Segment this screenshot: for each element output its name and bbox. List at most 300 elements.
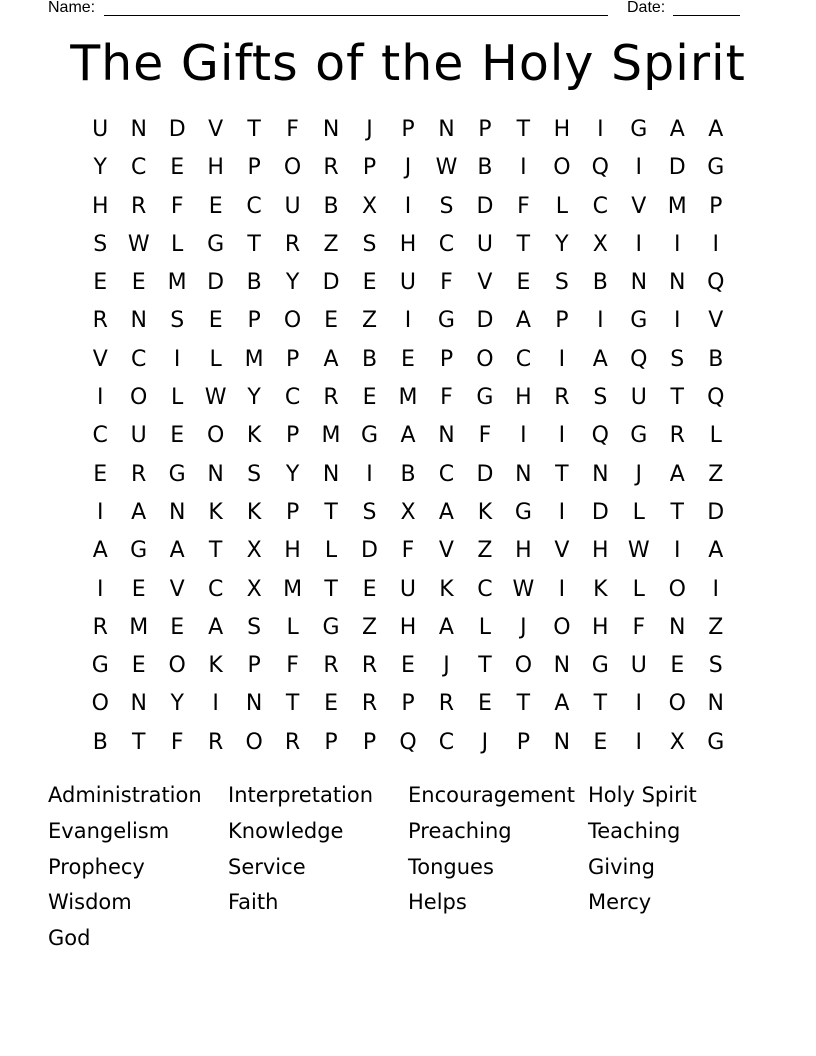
grid-cell[interactable]: U bbox=[399, 270, 417, 296]
word-bank-item: Knowledge bbox=[228, 818, 344, 843]
grid-cell[interactable]: G bbox=[207, 231, 225, 257]
grid-cell[interactable]: L bbox=[324, 538, 338, 564]
grid-cell[interactable]: A bbox=[92, 538, 108, 564]
grid-cell[interactable]: K bbox=[477, 499, 493, 525]
grid-cell[interactable]: G bbox=[168, 461, 186, 487]
grid-cell[interactable]: M bbox=[398, 385, 418, 411]
grid-cell[interactable]: U bbox=[399, 576, 417, 602]
grid-cell[interactable]: Y bbox=[93, 155, 107, 181]
grid-cell[interactable]: D bbox=[668, 155, 686, 181]
grid-cell[interactable]: H bbox=[553, 117, 571, 142]
grid-cell[interactable]: F bbox=[170, 729, 184, 755]
grid-cell[interactable]: E bbox=[208, 193, 223, 219]
grid-cell[interactable]: I bbox=[212, 691, 219, 717]
grid-cell[interactable]: H bbox=[399, 614, 417, 640]
grid-cell[interactable]: R bbox=[284, 729, 301, 755]
grid-cell[interactable]: P bbox=[555, 308, 569, 334]
grid-cell[interactable]: P bbox=[285, 423, 300, 449]
grid-cell[interactable]: S bbox=[554, 270, 569, 296]
grid-cell[interactable]: O bbox=[245, 729, 263, 755]
grid-cell[interactable]: D bbox=[361, 538, 378, 564]
grid-cell[interactable]: U bbox=[92, 117, 109, 142]
grid-cell[interactable]: D bbox=[168, 117, 186, 142]
grid-cell[interactable]: B bbox=[477, 155, 493, 181]
grid-cell[interactable]: L bbox=[171, 385, 184, 411]
grid-cell[interactable]: R bbox=[669, 423, 685, 449]
grid-cell[interactable]: I bbox=[520, 155, 527, 181]
grid-cell[interactable]: G bbox=[91, 653, 109, 679]
grid-cell[interactable]: P bbox=[247, 653, 261, 679]
grid-cell[interactable]: I bbox=[558, 576, 566, 602]
grid-cell[interactable]: B bbox=[708, 346, 724, 372]
grid-cell[interactable]: E bbox=[324, 308, 338, 334]
grid-cell[interactable]: C bbox=[246, 193, 262, 219]
grid-cell[interactable]: S bbox=[247, 461, 262, 487]
grid-cell[interactable]: N bbox=[130, 308, 147, 334]
grid-cell[interactable]: R bbox=[284, 231, 301, 257]
grid-cell[interactable]: L bbox=[478, 614, 492, 640]
grid-cell[interactable]: K bbox=[246, 499, 262, 525]
grid-cell[interactable]: N bbox=[322, 117, 340, 142]
grid-cell[interactable]: I bbox=[366, 461, 373, 487]
grid-cell[interactable]: C bbox=[438, 461, 455, 487]
grid-cell[interactable]: R bbox=[131, 193, 147, 219]
grid-cell[interactable]: V bbox=[438, 538, 454, 564]
grid-cell[interactable]: A bbox=[169, 538, 185, 564]
grid-cell[interactable]: W bbox=[627, 538, 650, 564]
grid-cell[interactable]: B bbox=[592, 270, 608, 296]
grid-cell[interactable]: K bbox=[439, 576, 454, 602]
grid-cell[interactable]: A bbox=[708, 117, 724, 142]
grid-cell[interactable]: N bbox=[707, 691, 724, 717]
grid-cell[interactable]: X bbox=[592, 231, 608, 257]
grid-cell[interactable]: S bbox=[362, 231, 377, 257]
grid-cell[interactable]: N bbox=[553, 729, 571, 755]
grid-cell[interactable]: S bbox=[670, 346, 685, 372]
grid-cell[interactable]: N bbox=[669, 270, 686, 296]
grid-cell[interactable]: O bbox=[514, 653, 533, 679]
grid-cell[interactable]: H bbox=[592, 614, 609, 640]
grid-cell[interactable]: P bbox=[362, 729, 377, 755]
grid-cell[interactable]: C bbox=[131, 346, 147, 372]
grid-cell[interactable]: L bbox=[555, 193, 568, 219]
grid-cell[interactable]: T bbox=[324, 499, 338, 525]
grid-cell[interactable]: M bbox=[167, 270, 187, 296]
grid-cell[interactable]: Q bbox=[399, 729, 417, 755]
grid-cell[interactable]: G bbox=[514, 499, 532, 525]
grid-cell[interactable]: I bbox=[404, 193, 412, 219]
grid-cell[interactable]: J bbox=[404, 155, 412, 181]
grid-cell[interactable]: V bbox=[169, 576, 185, 602]
grid-cell[interactable]: E bbox=[362, 385, 377, 411]
grid-cell[interactable]: R bbox=[438, 691, 455, 717]
grid-cell[interactable]: G bbox=[322, 614, 340, 640]
grid-cell[interactable]: V bbox=[208, 117, 224, 142]
grid-cell[interactable]: I bbox=[173, 346, 181, 372]
grid-cell[interactable]: E bbox=[170, 614, 185, 640]
grid-cell[interactable]: C bbox=[284, 385, 301, 411]
grid-cell[interactable]: T bbox=[131, 729, 146, 755]
grid-cell[interactable]: T bbox=[208, 538, 223, 564]
grid-cell[interactable]: E bbox=[670, 653, 685, 679]
grid-cell[interactable]: P bbox=[285, 499, 300, 525]
grid-cell[interactable]: H bbox=[91, 193, 109, 219]
grid-cell[interactable]: I bbox=[674, 308, 681, 334]
grid-cell[interactable]: H bbox=[207, 155, 224, 181]
grid-cell[interactable]: Z bbox=[477, 538, 493, 564]
grid-cell[interactable]: E bbox=[516, 270, 531, 296]
grid-cell[interactable]: I bbox=[558, 423, 566, 449]
grid-cell[interactable]: Z bbox=[708, 614, 724, 640]
grid-cell[interactable]: T bbox=[285, 691, 300, 717]
grid-cell[interactable]: R bbox=[554, 385, 570, 411]
grid-cell[interactable]: P bbox=[709, 193, 723, 219]
grid-cell[interactable]: H bbox=[399, 231, 417, 257]
grid-cell[interactable]: M bbox=[321, 423, 341, 449]
grid-cell[interactable]: P bbox=[324, 729, 338, 755]
grid-cell[interactable]: D bbox=[207, 270, 225, 296]
grid-cell[interactable]: J bbox=[443, 653, 450, 679]
grid-cell[interactable]: I bbox=[558, 346, 566, 372]
grid-cell[interactable]: V bbox=[708, 308, 724, 334]
grid-cell[interactable]: N bbox=[592, 461, 609, 487]
date-field[interactable] bbox=[673, 15, 740, 16]
grid-cell[interactable]: Y bbox=[285, 461, 300, 487]
grid-cell[interactable]: A bbox=[131, 499, 147, 525]
grid-cell[interactable]: C bbox=[515, 346, 532, 372]
grid-cell[interactable]: Q bbox=[707, 270, 725, 296]
grid-cell[interactable]: A bbox=[438, 499, 454, 525]
grid-cell[interactable]: I bbox=[597, 117, 604, 142]
grid-cell[interactable]: A bbox=[669, 461, 685, 487]
grid-cell[interactable]: G bbox=[437, 308, 455, 334]
grid-cell[interactable]: X bbox=[669, 729, 685, 755]
grid-cell[interactable]: C bbox=[477, 576, 493, 602]
grid-cell[interactable]: N bbox=[669, 614, 686, 640]
grid-cell[interactable]: F bbox=[440, 385, 453, 411]
grid-cell[interactable]: Z bbox=[708, 461, 724, 487]
grid-cell[interactable]: C bbox=[438, 231, 455, 257]
grid-cell[interactable]: N bbox=[130, 117, 147, 142]
grid-cell[interactable]: C bbox=[92, 423, 108, 449]
grid-cell[interactable]: D bbox=[707, 499, 725, 525]
grid-cell[interactable]: T bbox=[670, 385, 684, 411]
grid-cell[interactable]: S bbox=[362, 499, 377, 525]
grid-cell[interactable]: T bbox=[247, 117, 261, 142]
grid-cell[interactable]: F bbox=[170, 193, 184, 219]
grid-cell[interactable]: Y bbox=[285, 270, 300, 296]
grid-cell[interactable]: T bbox=[555, 461, 569, 487]
grid-cell[interactable]: J bbox=[481, 729, 489, 755]
grid-cell[interactable]: A bbox=[592, 346, 608, 372]
word-bank-item: Service bbox=[228, 854, 306, 879]
grid-cell[interactable]: P bbox=[401, 691, 415, 717]
grid-cell[interactable]: K bbox=[208, 499, 223, 525]
grid-cell[interactable]: G bbox=[591, 653, 609, 679]
grid-cell[interactable]: I bbox=[635, 691, 643, 717]
grid-cell[interactable]: O bbox=[91, 691, 109, 717]
grid-cell[interactable]: R bbox=[92, 308, 108, 334]
grid-cell[interactable]: V bbox=[631, 193, 647, 219]
grid-cell[interactable]: E bbox=[131, 653, 146, 679]
grid-cell[interactable]: Y bbox=[170, 691, 184, 717]
grid-cell[interactable]: T bbox=[516, 691, 531, 717]
grid-cell[interactable]: I bbox=[96, 499, 104, 525]
grid-cell[interactable]: N bbox=[438, 423, 455, 449]
grid-cell[interactable]: S bbox=[708, 653, 723, 679]
grid-cell[interactable]: P bbox=[362, 155, 377, 181]
grid-cell[interactable]: Q bbox=[591, 423, 609, 449]
grid-cell[interactable]: G bbox=[630, 308, 648, 334]
grid-cell[interactable]: F bbox=[440, 270, 453, 296]
grid-cell[interactable]: N bbox=[438, 117, 455, 142]
grid-cell[interactable]: Z bbox=[323, 231, 339, 257]
grid-cell[interactable]: V bbox=[92, 346, 108, 372]
grid-cell[interactable]: C bbox=[438, 729, 455, 755]
grid-cell[interactable]: N bbox=[130, 691, 147, 717]
grid-cell[interactable]: C bbox=[592, 193, 609, 219]
grid-cell[interactable]: S bbox=[170, 308, 185, 334]
grid-cell[interactable]: T bbox=[593, 691, 608, 717]
grid-cell[interactable]: J bbox=[366, 117, 373, 142]
grid-cell[interactable]: U bbox=[130, 423, 147, 449]
grid-cell[interactable]: I bbox=[597, 308, 604, 334]
grid-cell[interactable]: I bbox=[520, 423, 527, 449]
grid-cell[interactable]: P bbox=[247, 308, 261, 334]
grid-cell[interactable]: S bbox=[247, 614, 262, 640]
grid-cell[interactable]: A bbox=[669, 117, 685, 142]
grid-cell[interactable]: G bbox=[360, 423, 379, 449]
grid-cell[interactable]: A bbox=[438, 614, 454, 640]
grid-cell[interactable]: C bbox=[207, 576, 224, 602]
grid-cell[interactable]: D bbox=[476, 193, 494, 219]
grid-cell[interactable]: M bbox=[667, 193, 687, 219]
grid-cell[interactable]: R bbox=[92, 614, 108, 640]
word-bank-item: Administration bbox=[48, 783, 202, 807]
grid-cell[interactable]: D bbox=[322, 270, 340, 296]
grid-cell[interactable]: G bbox=[130, 538, 148, 564]
grid-cell[interactable]: Z bbox=[361, 614, 378, 640]
grid-cell[interactable]: N bbox=[207, 461, 224, 487]
grid-row bbox=[81, 302, 735, 340]
grid-cell[interactable]: L bbox=[632, 499, 645, 525]
grid-cell[interactable]: I bbox=[712, 231, 719, 257]
grid-cell[interactable]: R bbox=[131, 461, 147, 487]
grid-cell[interactable]: F bbox=[286, 117, 299, 142]
grid-cell[interactable]: Y bbox=[555, 231, 569, 257]
grid-cell[interactable]: M bbox=[244, 346, 264, 372]
grid-cell[interactable]: G bbox=[630, 117, 648, 142]
grid-cell[interactable]: P bbox=[401, 117, 415, 142]
grid-cell[interactable]: B bbox=[323, 193, 339, 219]
grid-cell[interactable]: N bbox=[322, 461, 340, 487]
grid-cell[interactable]: I bbox=[558, 499, 566, 525]
grid-cell[interactable]: N bbox=[168, 499, 186, 525]
grid-cell[interactable]: O bbox=[206, 423, 225, 449]
grid-cell[interactable]: P bbox=[285, 346, 300, 372]
grid-cell[interactable]: E bbox=[170, 423, 185, 449]
grid-cell[interactable]: X bbox=[361, 193, 378, 219]
grid-cell[interactable]: I bbox=[404, 308, 412, 334]
grid-cell[interactable]: E bbox=[477, 691, 492, 717]
grid-cell[interactable]: M bbox=[129, 614, 149, 640]
grid-cell[interactable]: L bbox=[632, 576, 645, 602]
grid-cell[interactable]: R bbox=[207, 729, 224, 755]
word-bank-item: Encouragement bbox=[408, 783, 575, 807]
grid-cell[interactable]: V bbox=[477, 270, 493, 296]
grid-cell[interactable]: A bbox=[515, 308, 531, 334]
grid-cell[interactable]: E bbox=[170, 155, 185, 181]
grid-cell[interactable]: O bbox=[283, 308, 302, 334]
grid-cell[interactable]: I bbox=[96, 385, 104, 411]
grid-cell[interactable]: Y bbox=[247, 385, 261, 411]
grid-cell[interactable]: P bbox=[478, 117, 492, 142]
grid-cell[interactable]: T bbox=[324, 576, 338, 602]
grid-cell[interactable]: Q bbox=[707, 385, 725, 411]
grid-cell[interactable]: Q bbox=[591, 155, 609, 181]
grid-cell[interactable]: R bbox=[361, 691, 378, 717]
grid-cell[interactable]: R bbox=[323, 385, 339, 411]
grid-cell[interactable]: O bbox=[553, 614, 571, 640]
grid-cell[interactable]: H bbox=[515, 538, 532, 564]
grid-cell[interactable]: G bbox=[476, 385, 494, 411]
grid-cell[interactable]: B bbox=[400, 461, 416, 487]
grid-cell[interactable]: T bbox=[516, 231, 531, 257]
grid-cell[interactable]: M bbox=[283, 576, 303, 602]
word-bank-item: Teaching bbox=[588, 818, 681, 843]
grid-cell[interactable]: V bbox=[554, 538, 570, 564]
grid-cell[interactable]: N bbox=[553, 653, 571, 679]
grid-cell[interactable]: S bbox=[93, 231, 108, 257]
grid-cell[interactable]: F bbox=[401, 538, 415, 564]
grid-cell[interactable]: R bbox=[361, 653, 378, 679]
grid-cell[interactable]: D bbox=[476, 308, 494, 334]
grid-cell[interactable]: I bbox=[674, 231, 681, 257]
grid-cell[interactable]: A bbox=[708, 538, 724, 564]
grid-cell[interactable]: T bbox=[247, 231, 261, 257]
name-label: Name: bbox=[48, 0, 96, 16]
grid-cell[interactable]: X bbox=[246, 576, 262, 602]
grid-cell[interactable]: J bbox=[520, 614, 527, 640]
grid-cell[interactable]: K bbox=[593, 576, 608, 602]
grid-cell[interactable]: A bbox=[554, 691, 570, 717]
grid-cell[interactable]: P bbox=[247, 155, 261, 181]
grid-cell[interactable]: E bbox=[362, 576, 377, 602]
grid-cell[interactable]: P bbox=[439, 346, 454, 372]
grid-cell[interactable]: O bbox=[476, 346, 494, 372]
grid-cell[interactable]: W bbox=[127, 231, 150, 257]
grid-cell[interactable]: E bbox=[208, 308, 223, 334]
grid-cell[interactable]: O bbox=[168, 653, 186, 679]
grid-cell[interactable]: T bbox=[478, 653, 492, 679]
grid-cell[interactable]: A bbox=[323, 346, 339, 372]
grid-cell[interactable]: N bbox=[630, 270, 648, 296]
grid-cell[interactable]: F bbox=[478, 423, 492, 449]
grid-cell[interactable]: W bbox=[512, 576, 535, 602]
grid-cell[interactable]: R bbox=[323, 155, 339, 181]
grid-cell[interactable]: F bbox=[517, 193, 530, 219]
grid-cell[interactable]: O bbox=[668, 576, 686, 602]
grid-cell[interactable]: E bbox=[324, 691, 338, 717]
grid-cell[interactable]: J bbox=[635, 461, 643, 487]
grid-cell[interactable]: O bbox=[283, 155, 302, 181]
grid-cell[interactable]: E bbox=[131, 576, 146, 602]
grid-cell[interactable]: E bbox=[131, 270, 146, 296]
grid-cell[interactable]: Z bbox=[361, 308, 378, 334]
grid-cell[interactable]: I bbox=[712, 576, 719, 602]
grid-cell[interactable]: U bbox=[630, 653, 647, 679]
grid-cell[interactable]: D bbox=[476, 461, 494, 487]
grid-cell[interactable]: B bbox=[92, 729, 108, 755]
grid-cell[interactable]: K bbox=[246, 423, 262, 449]
grid-cell[interactable]: O bbox=[553, 155, 571, 181]
grid-cell[interactable]: B bbox=[361, 346, 378, 372]
grid-cell[interactable]: E bbox=[593, 729, 608, 755]
grid-cell[interactable]: B bbox=[246, 270, 262, 296]
grid-cell[interactable]: G bbox=[707, 729, 725, 755]
grid-cell[interactable]: E bbox=[401, 346, 415, 372]
grid-cell[interactable]: U bbox=[284, 193, 301, 219]
grid-cell[interactable]: E bbox=[362, 270, 377, 296]
grid-cell[interactable]: H bbox=[284, 538, 301, 564]
grid-cell[interactable]: S bbox=[593, 385, 608, 411]
grid-cell[interactable]: H bbox=[515, 385, 532, 411]
grid-cell[interactable]: W bbox=[435, 155, 458, 181]
grid-cell[interactable]: L bbox=[709, 423, 722, 449]
grid-cell[interactable]: P bbox=[516, 729, 531, 755]
grid-cell[interactable]: L bbox=[209, 346, 222, 372]
grid-cell[interactable]: C bbox=[131, 155, 147, 181]
grid-cell[interactable]: U bbox=[630, 385, 647, 411]
grid-cell[interactable]: G bbox=[707, 155, 725, 181]
grid-cell[interactable]: F bbox=[632, 614, 646, 640]
grid-cell[interactable]: U bbox=[476, 231, 493, 257]
grid-cell[interactable]: O bbox=[668, 691, 686, 717]
grid-cell[interactable]: I bbox=[635, 155, 643, 181]
grid-cell[interactable]: I bbox=[674, 538, 681, 564]
grid-cell[interactable]: X bbox=[400, 499, 416, 525]
grid-cell[interactable]: K bbox=[208, 653, 223, 679]
grid-cell[interactable]: D bbox=[591, 499, 609, 525]
grid-cell[interactable]: N bbox=[245, 691, 263, 717]
grid-cell[interactable]: I bbox=[635, 729, 643, 755]
grid-cell[interactable]: E bbox=[93, 270, 108, 296]
grid-cell[interactable]: T bbox=[516, 117, 531, 142]
grid-cell[interactable]: Q bbox=[630, 346, 648, 372]
grid-row bbox=[81, 341, 735, 379]
grid-cell[interactable]: E bbox=[401, 653, 415, 679]
grid-cell[interactable]: S bbox=[439, 193, 454, 219]
grid-cell[interactable]: R bbox=[323, 653, 339, 679]
grid-cell[interactable]: G bbox=[630, 423, 648, 449]
grid-cell[interactable]: F bbox=[286, 653, 299, 679]
grid-cell[interactable]: H bbox=[592, 538, 609, 564]
word-bank-item: Faith bbox=[228, 890, 279, 915]
name-field[interactable] bbox=[104, 15, 608, 16]
grid-cell[interactable]: I bbox=[635, 231, 643, 257]
grid-cell[interactable]: I bbox=[96, 576, 104, 602]
grid-cell[interactable]: N bbox=[515, 461, 532, 487]
grid-cell[interactable]: L bbox=[171, 231, 184, 257]
grid-cell[interactable]: O bbox=[130, 385, 148, 411]
grid-cell[interactable]: A bbox=[400, 423, 416, 449]
grid-cell[interactable]: T bbox=[670, 499, 684, 525]
grid-cell[interactable]: L bbox=[286, 614, 299, 640]
grid-cell[interactable]: A bbox=[208, 614, 224, 640]
grid-cell[interactable]: W bbox=[204, 385, 227, 411]
grid-cell[interactable]: E bbox=[93, 461, 108, 487]
grid-cell[interactable]: X bbox=[246, 538, 262, 564]
